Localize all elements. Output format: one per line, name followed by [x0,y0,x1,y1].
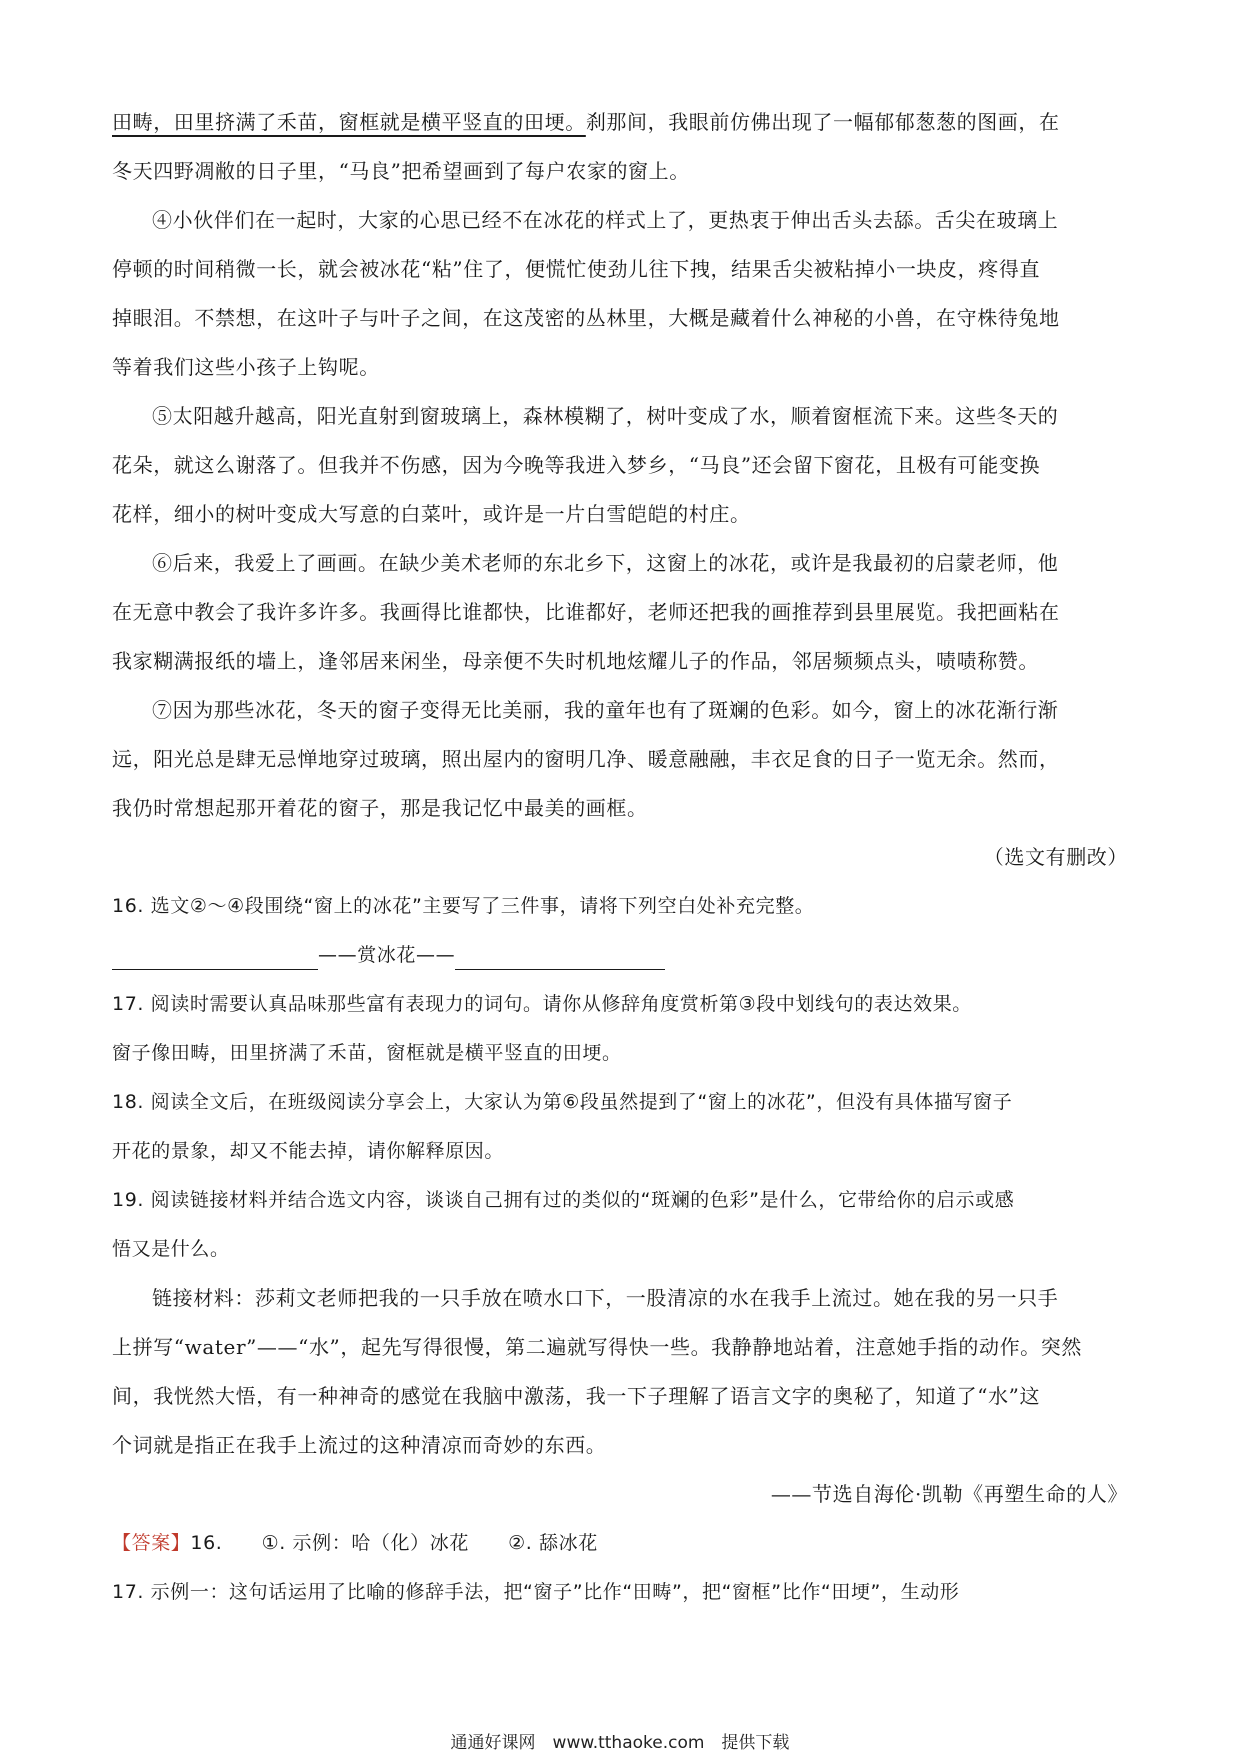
passage-line [112,98,1128,147]
question-19-line: 悟又是什么。 [112,1238,230,1260]
source-note: （选文有删改） [983,845,1128,869]
link-material-line: 上拼写“water”——“水”，起先写得很慢，第二遍就写得快一些。我静静地站着，注意她手指的动作。突然 [112,1335,1082,1359]
answer-blank[interactable] [112,941,318,970]
answer-16-line [112,1519,1128,1568]
paragraph-5-line: 花样，细小的树叶变成大写意的白菜叶，或许是一片白雪皑皑的村庄。 [112,502,751,526]
question-16: 16. 选文②～④段围绕“窗上的冰花”主要写了三件事，请将下列空白处补充完整。 [112,895,815,917]
paragraph-7-line: 远，阳光总是肆无忌惮地穿过玻璃，照出屋内的窗明几净、暖意融融，丰衣足食的日子一览无余。然而， [112,747,1060,771]
answer-tag: 【答案】 [112,1532,191,1554]
question-17: 17. 阅读时需要认真品味那些富有表现力的词句。请你从修辞角度赏析第③段中划线句的表达效果。 [112,993,972,1015]
question-16-blanks [112,931,1128,980]
underlined-sentence: 田畴，田里挤满了禾苗，窗框就是横平竖直的田埂。 [112,110,586,134]
answer-blank[interactable] [455,941,665,970]
passage-text: 刹那间，我眼前仿佛出现了一幅郁郁葱葱的图画，在 [585,110,1060,134]
paragraph-7-line: ⑦因为那些冰花，冬天的窗子变得无比美丽，我的童年也有了斑斓的色彩。如今，窗上的冰花渐行渐 [152,698,1059,722]
link-material-line: 个词就是指正在我手上流过的这种清凉而奇妙的东西。 [112,1433,607,1457]
paragraph-5-line: ⑤太阳越升越高，阳光直射到窗玻璃上，森林模糊了，树叶变成了水，顺着窗框流下来。这些冬天的 [152,404,1059,428]
paragraph-6-line: ⑥后来，我爱上了画画。在缺少美术老师的东北乡下，这窗上的冰花，或许是我最初的启蒙老师，他 [152,551,1059,575]
paragraph-4-line: 停顿的时间稍微一长，就会被冰花“粘”住了，便慌忙使劲儿往下拽，结果舌尖被粘掉小一块皮，疼得直 [112,257,1041,281]
paragraph-4-line: 掉眼泪。不禁想，在这叶子与叶子之间，在这茂密的丛林里，大概是藏着什么神秘的小兽，在守株待兔地 [112,306,1060,330]
document-content [112,98,1128,1617]
footer-watermark: 通通好课网 www.tthaoke.com 提供下载 [450,1733,790,1753]
paragraph-5-line: 花朵，就这么谢落了。但我并不伤感，因为今晚等我进入梦乡，“马良”还会留下窗花，且极有可能变换 [112,453,1041,477]
question-17-quote: 窗子像田畴，田里挤满了禾苗，窗框就是横平竖直的田埂。 [112,1042,622,1064]
paragraph-6-line: 在无意中教会了我许多许多。我画得比谁都快，比谁都好，老师还把我的画推荐到县里展览。我把画粘在 [112,600,1060,624]
passage-line: 冬天四野凋敝的日子里，“马良”把希望画到了每户农家的窗上。 [112,159,690,183]
link-material-line: 间，我恍然大悟，有一种神奇的感觉在我脑中激荡，我一下子理解了语言文字的奥秘了，知道了“水”这 [112,1384,1041,1408]
blank-middle-text: ——赏冰花—— [318,944,456,966]
link-material-line: 链接材料：莎莉文老师把我的一只手放在喷水口下，一股清凉的水在我手上流过。她在我的另一只手 [152,1286,1059,1310]
question-18-line: 18. 阅读全文后，在班级阅读分享会上，大家认为第⑥段虽然提到了“窗上的冰花”，但没有具体描写窗子 [112,1091,1013,1113]
paragraph-4-line: ④小伙伴们在一起时，大家的心思已经不在冰花的样式上了，更热衷于伸出舌头去舔。舌尖在玻璃上 [152,208,1059,232]
answer-17-line: 17. 示例一：这句话运用了比喻的修辞手法，把“窗子”比作“田畴”，把“窗框”比作“田埂”，生动形 [112,1581,960,1603]
paragraph-7-line: 我仍时常想起那开着花的窗子，那是我记忆中最美的画框。 [112,796,648,820]
paragraph-6-line: 我家糊满报纸的墙上，逢邻居来闲坐，母亲便不失时机地炫耀儿子的作品，邻居频频点头，啧啧称赞。 [112,649,1039,673]
question-18-line: 开花的景象，却又不能去掉，请你解释原因。 [112,1140,505,1162]
link-source: ——节选自海伦·凯勒《再塑生命的人》 [770,1482,1128,1506]
answer-16-text: 16. ①. 示例：哈（化）冰花 ②. 舔冰花 [190,1532,598,1554]
paragraph-4-line: 等着我们这些小孩子上钩呢。 [112,355,380,379]
question-19-line: 19. 阅读链接材料并结合选文内容，谈谈自己拥有过的类似的“斑斓的色彩”是什么，它带给你的启示或感 [112,1189,1015,1211]
